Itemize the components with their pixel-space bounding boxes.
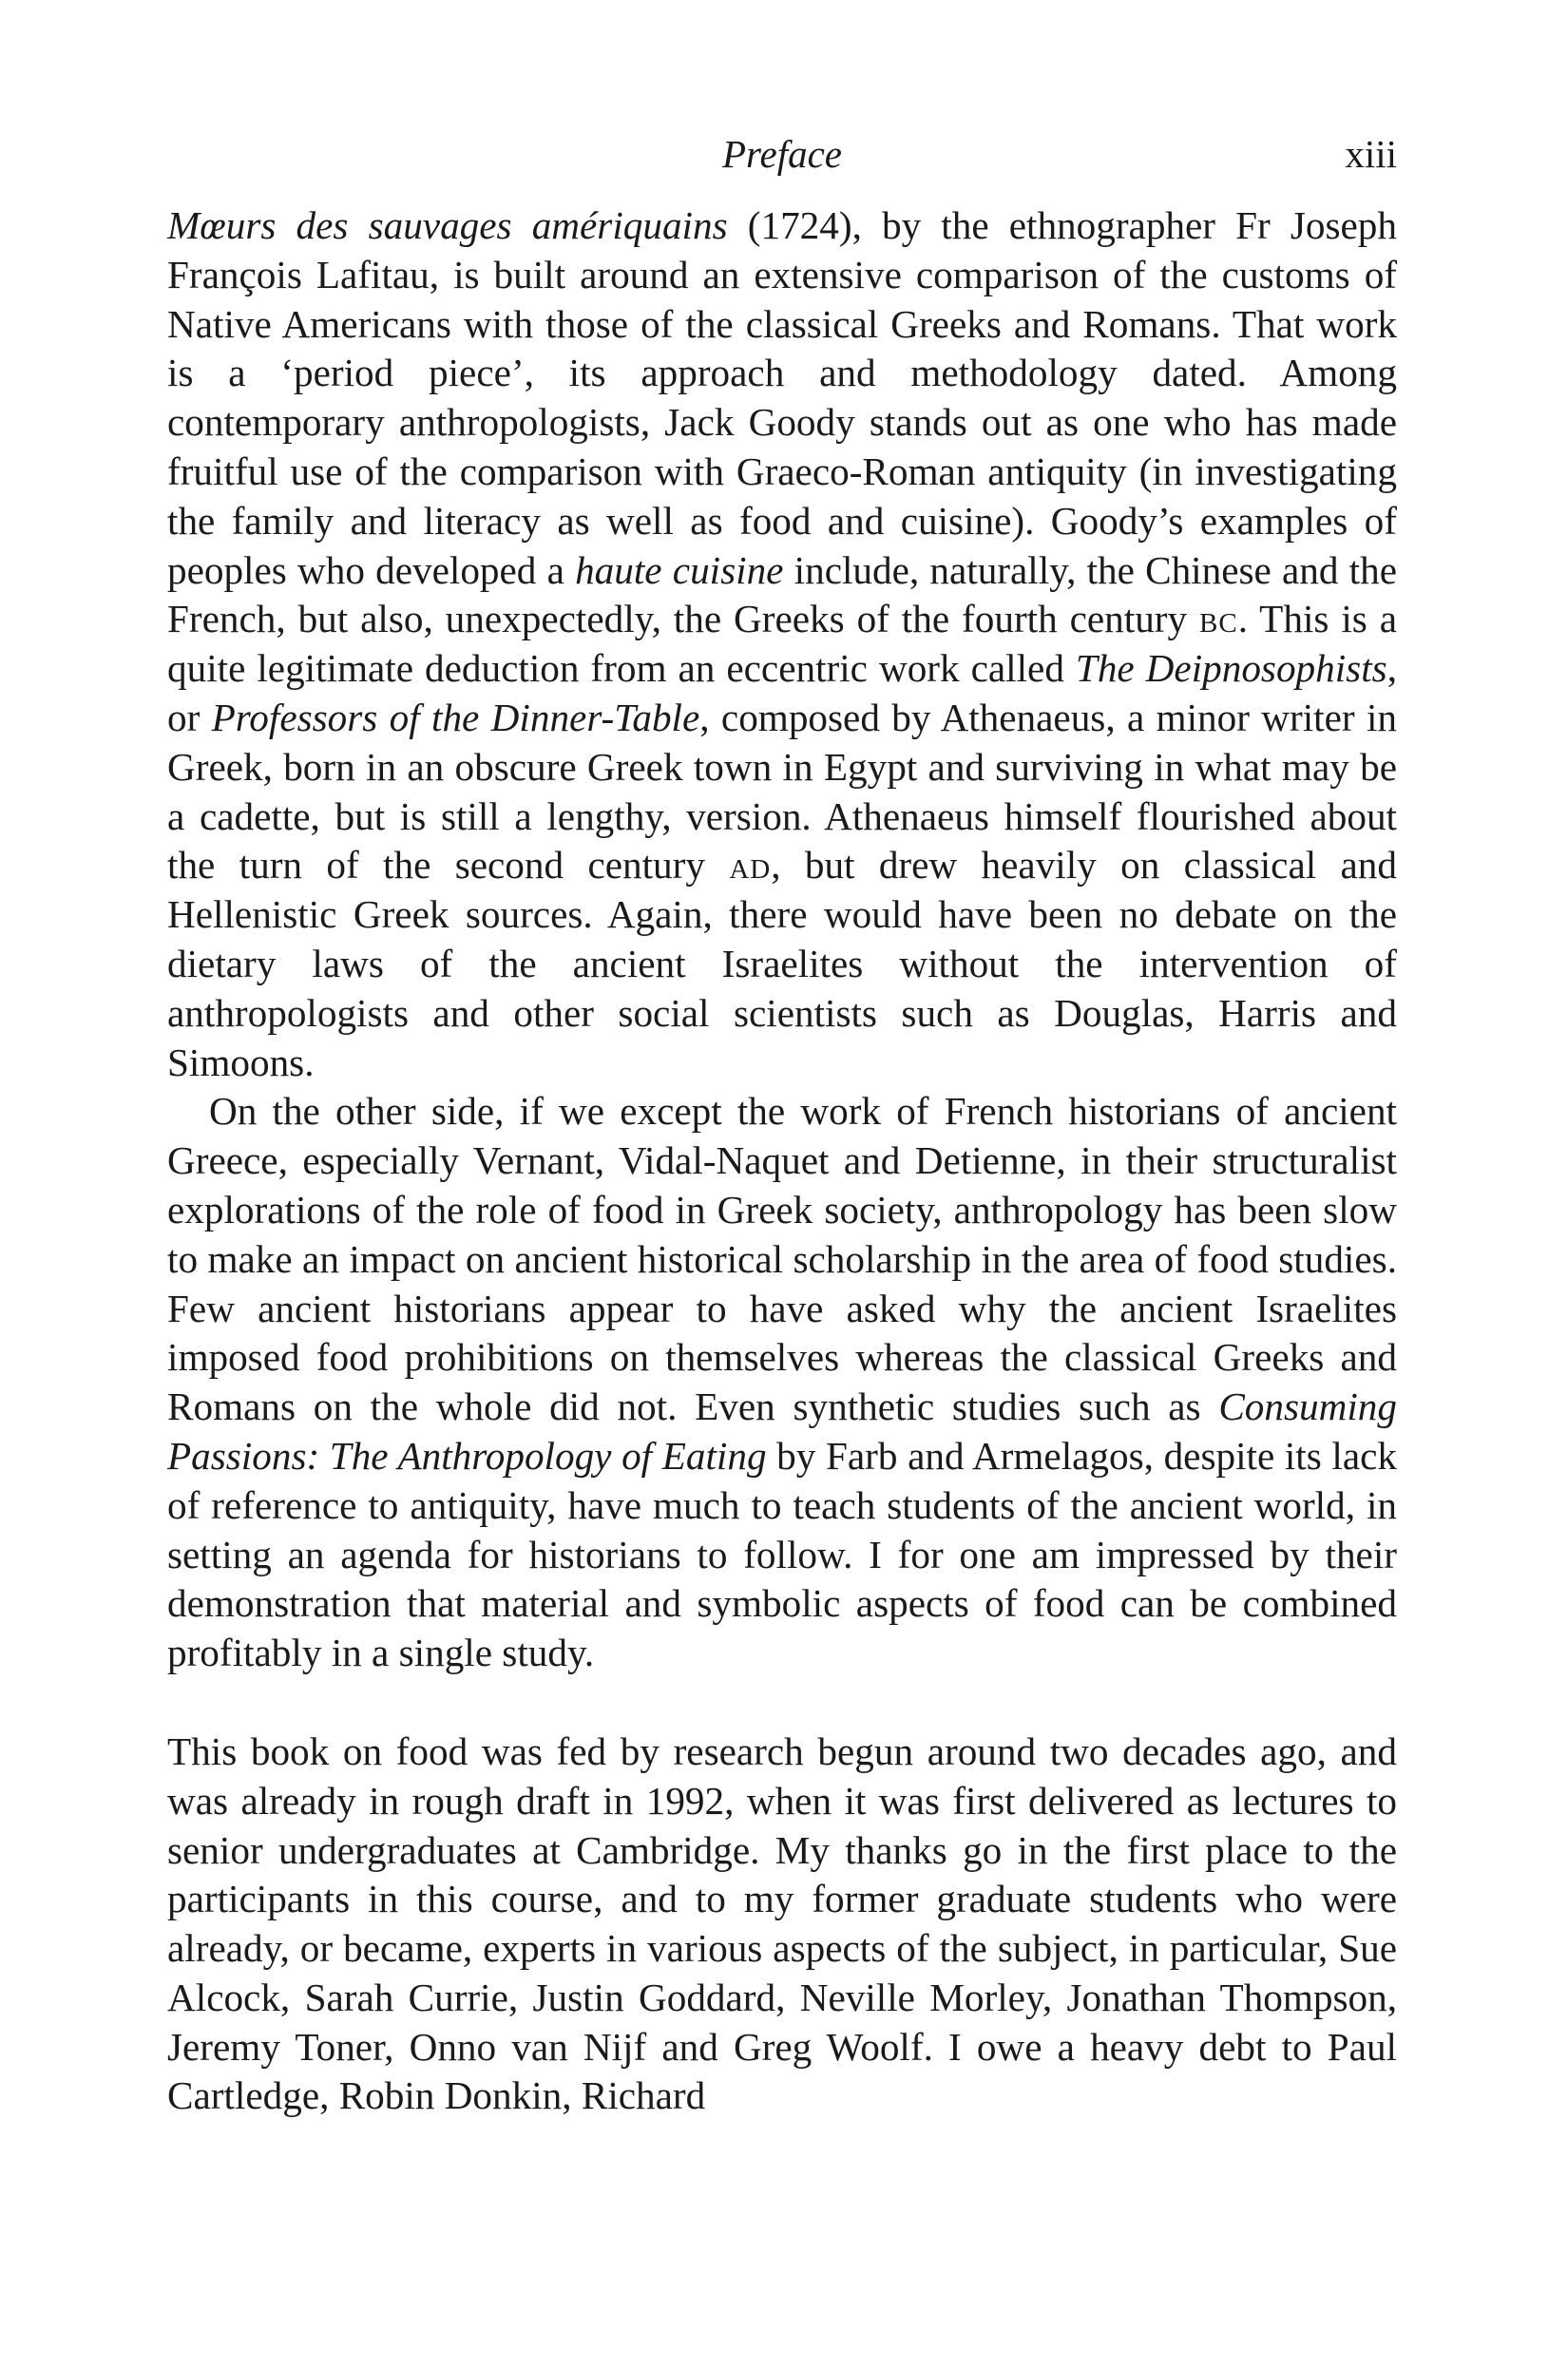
text-run: This book on food was fed by research begun around two decades ago, and was already in rough draft in 1992, when it was first delivered as lectures to senior undergraduates at Cambridge. My thanks go in the first place to the participants in this course, and to my former graduate students who were already, or became, experts in various aspects of the subject, in particular, Sue Alcock, Sarah Currie, Justin Goddard, Neville Morley, Jonathan Thompson, Jeremy Toner, Onno van Nijf and Greg Woolf. I owe a heavy debt to Paul Cartledge, Robin Donkin, Richard — [167, 1728, 1397, 2118]
book-title-consuming-passions: Consuming Passions: The Anthropology of Eating — [167, 1385, 1397, 1478]
book-title-deipnosophists: The Deipnosophists — [1075, 646, 1387, 691]
text-run: include, naturally, the Chinese and the French, but also, unexpectedly, the Greeks of the fourth century — [167, 547, 1397, 641]
text-run: , or — [167, 646, 1397, 739]
text-run: by Farb and Armelagos, despite its lack of reference to antiquity, have much to teach students of the ancient world, in setting an agenda for historians to follow. I for one am impressed by their demonstration that material and symbolic aspects of food can be combined profitably in a single study. — [167, 1433, 1397, 1675]
paragraph-1 — [167, 201, 1397, 1087]
page-number: xiii — [1345, 132, 1397, 176]
era-abbrev-ad: ad — [729, 843, 772, 888]
text-run: (1724), by the ethnographer Fr Joseph François Lafitau, is built around an extensive comparison of the customs of Native Americans with those of the classical Greeks and Romans. That work is a ‘period piece’, its approach and methodology dated. Among contemporary anthropologists, Jack Goody stands out as one who has made fruitful use of the comparison with Graeco-Roman antiquity (in investigating the family and literacy as well as food and cuisine). Goody’s examples of peoples who developed a — [167, 203, 1397, 592]
paragraph-2 — [167, 1087, 1397, 1678]
running-header — [167, 131, 1397, 184]
paragraph-3 — [167, 1728, 1397, 2121]
term-haute-cuisine: haute cuisine — [575, 547, 784, 592]
running-title: Preface — [722, 132, 842, 176]
body-text — [167, 201, 1397, 2121]
text-run: On the other side, if we except the work of French historians of ancient Greece, especially Vernant, Vidal-Naquet and Detienne, in their structuralist explorations of the role of food in Greek society, anthropology has been slow to make an impact on ancient historical scholarship in the area of food studies. Few ancient historians appear to have asked why the ancient Israelites imposed food prohibitions on themselves whereas the classical Greeks and Romans on the whole did not. Even synthetic studies such as — [167, 1089, 1397, 1429]
book-title-moeurs: Mœurs des sauvages amériquains — [167, 203, 728, 247]
text-run: . This is a quite legitimate deduction from an eccentric work called — [167, 597, 1397, 691]
book-title-professors: Professors of the Dinner-Table — [211, 695, 700, 739]
era-abbrev-bc: bc — [1199, 597, 1238, 641]
text-run: , composed by Athenaeus, a minor writer in Greek, born in an obscure Greek town in Egypt and surviving in what may be a cadette, but is still a lengthy, version. Athenaeus himself flourished about the turn of the second century — [167, 695, 1397, 888]
text-run: , but drew heavily on classical and Hellenistic Greek sources. Again, there would have been no debate on the dietary laws of the ancient Israelites without the intervention of anthropologists and other social scientists such as Douglas, Harris and Simoons. — [167, 843, 1397, 1084]
